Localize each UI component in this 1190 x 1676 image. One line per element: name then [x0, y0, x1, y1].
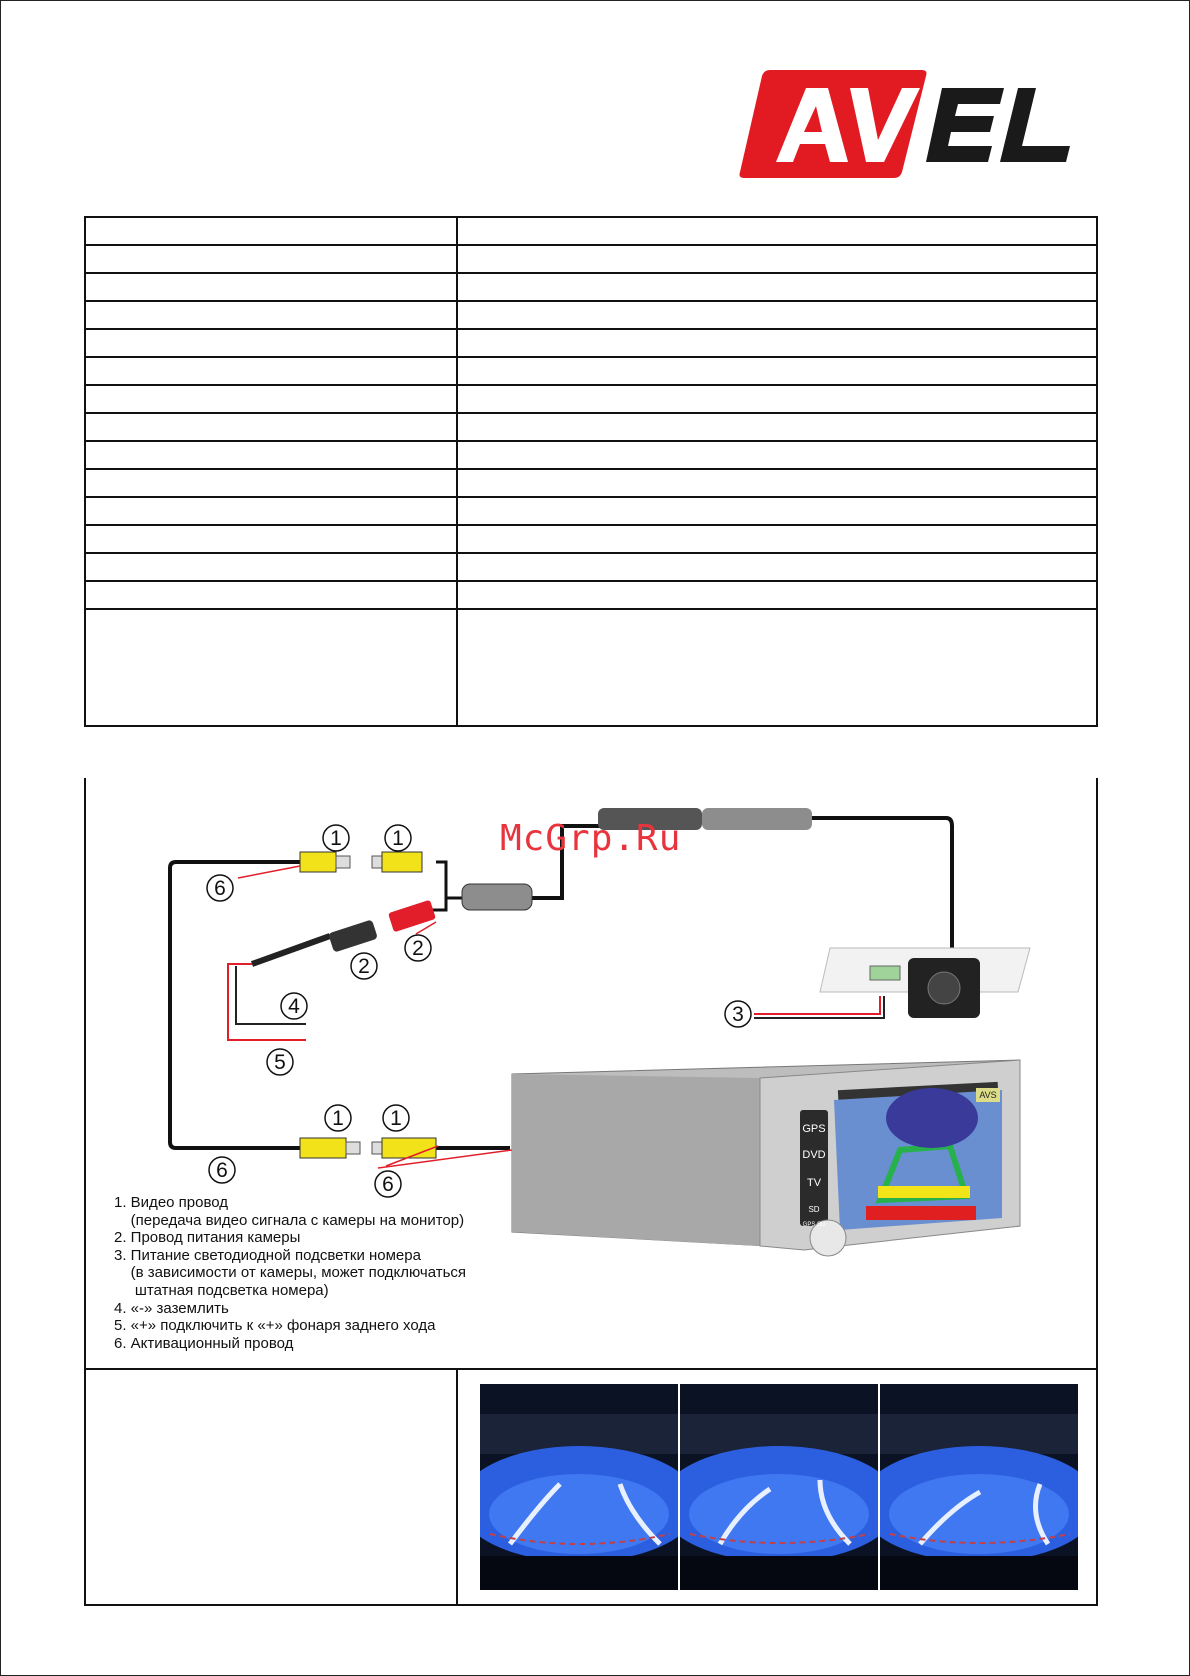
svg-text:1: 1 [392, 827, 404, 850]
svg-text:2: 2 [358, 955, 370, 978]
svg-text:4: 4 [288, 995, 300, 1018]
watermark: McGrp.Ru [500, 818, 682, 859]
rear-view-sample-1 [480, 1384, 678, 1590]
svg-text:SD: SD [808, 1205, 820, 1214]
svg-text:1: 1 [332, 1107, 344, 1130]
legend-item: 3. Питание светодиодной подсветки номера [114, 1246, 421, 1264]
svg-text:1: 1 [390, 1107, 402, 1130]
svg-text:5: 5 [274, 1051, 286, 1074]
svg-text:AVS: AVS [979, 1090, 997, 1100]
rear-view-sample-3 [880, 1384, 1078, 1590]
svg-text:6: 6 [214, 877, 226, 900]
rear-view-sample-2 [680, 1384, 878, 1590]
legend-item: (в зависимости от камеры, может подключаться [114, 1264, 467, 1282]
dc-power-socket [388, 900, 436, 933]
legend-item: (передача видео сигнала с камеры на монитор) [114, 1211, 465, 1229]
head-unit-monitor [512, 1060, 1020, 1256]
wire-legend [114, 1194, 466, 1352]
svg-text:2: 2 [412, 937, 424, 960]
svg-text:GPS: GPS [802, 1123, 826, 1135]
legend-item: 6. Активационный провод [114, 1334, 294, 1352]
legend-item: 2. Провод питания камеры [114, 1229, 301, 1247]
svg-text:3: 3 [732, 1003, 744, 1026]
svg-text:DVD: DVD [802, 1149, 826, 1161]
rca-connector-male [300, 852, 350, 872]
svg-text:GPS SD: GPS SD [802, 1222, 826, 1228]
legend-item: штатная подсветка номера) [114, 1281, 329, 1299]
svg-text:6: 6 [216, 1159, 228, 1182]
legend-item: 4. «-» заземлить [114, 1299, 229, 1317]
camera-connector-female [702, 808, 812, 830]
legend-item: 5. «+» подключить к «+» фонаря заднего хода [114, 1317, 436, 1335]
svg-text:TV: TV [806, 1177, 822, 1189]
legend-item: 1. Видео провод [114, 1194, 229, 1211]
svg-text:1: 1 [330, 827, 342, 850]
rca-connector-female [372, 852, 422, 872]
cable-splitter [462, 884, 532, 910]
svg-text:6: 6 [382, 1173, 394, 1196]
dc-power-plug [328, 919, 378, 952]
